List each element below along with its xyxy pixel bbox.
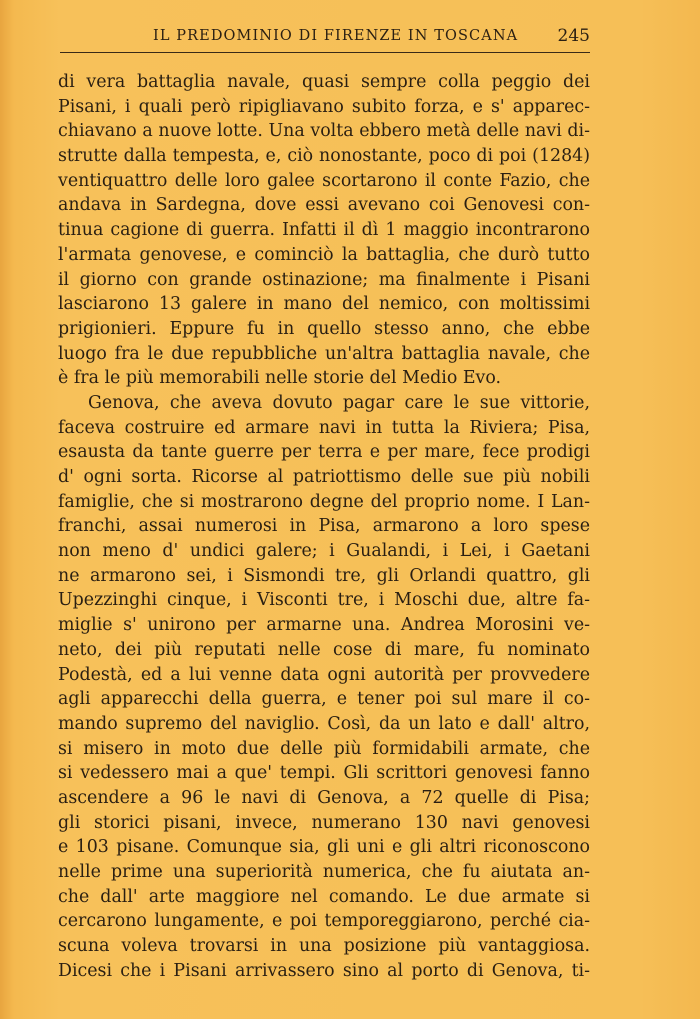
text-line: si misero in moto due delle più formidabili armate, che bbox=[58, 738, 590, 759]
text-line: ne armarono sei, i Sismondi tre, gli Orlandi quattro, gli bbox=[58, 565, 590, 586]
page-number: 245 bbox=[557, 26, 590, 46]
text-line: luogo fra le due repubbliche un'altra battaglia navale, che bbox=[58, 343, 590, 364]
text-line: Pisani, i quali però ripigliavano subito forza, e s' apparec- bbox=[58, 96, 590, 117]
text-line: non meno d' undici galere; i Gualandi, i Lei, i Gaetani bbox=[58, 541, 590, 562]
running-title: IL PREDOMINIO DI FIRENZE IN TOSCANA bbox=[153, 28, 519, 44]
text-line: d' ogni sorta. Ricorse al patriottismo delle sue più nobili bbox=[58, 467, 590, 487]
text-line: di vera battaglia navale, quasi sempre colla peggio dei bbox=[58, 72, 590, 92]
text-line: e 103 pisane. Comunque sia, gli uni e gli altri riconoscono bbox=[58, 837, 590, 858]
text-line: agli apparecchi della guerra, e tener poi sul mare il co- bbox=[58, 689, 590, 710]
text-line: strutte dalla tempesta, e, ciò nonostante, poco di poi (1284) bbox=[58, 146, 590, 167]
text-line: Upezzinghi cinque, i Visconti tre, i Moschi due, altre fa- bbox=[58, 590, 590, 611]
text-line: miglie s' unirono per armarne una. Andrea Morosini ve- bbox=[58, 615, 590, 636]
text-line: faceva costruire ed armare navi in tutta la Riviera; Pisa, bbox=[58, 417, 590, 438]
text-line: scuna voleva trovarsi in una posizione più vantaggiosa. bbox=[58, 936, 590, 957]
text-line: ascendere a 96 le navi di Genova, a 72 quelle di Pisa; bbox=[58, 787, 590, 808]
text-line: l'armata genovese, e cominciò la battaglia, che durò tutto bbox=[58, 244, 590, 265]
body-text bbox=[58, 70, 590, 983]
text-line: è fra le più memorabili nelle storie del Medio Evo. bbox=[58, 368, 502, 389]
text-line: lasciarono 13 galere in mano del nemico, con moltissimi bbox=[58, 294, 590, 315]
text-line: esausta da tante guerre per terra e per mare, fece prodigi bbox=[58, 442, 590, 463]
text-line: gli storici pisani, invece, numerano 130 navi genovesi bbox=[58, 812, 590, 833]
text-line: prigionieri. Eppure fu in quello stesso anno, che ebbe bbox=[58, 318, 590, 339]
text-line: franchi, assai numerosi in Pisa, armarono a loro spese bbox=[58, 516, 590, 537]
text-line: che dall' arte maggiore nel comando. Le due armate si bbox=[58, 886, 590, 907]
text-line: famiglie, che si mostrarono degne del proprio nome. I Lan- bbox=[58, 491, 590, 512]
text-line: Podestà, ed a lui venne data ogni autorità per provvedere bbox=[58, 664, 590, 685]
text-line: andava in Sardegna, dove essi avevano coi Genovesi con- bbox=[58, 195, 590, 216]
text-line: neto, dei più reputati nelle cose di mare, fu nominato bbox=[58, 639, 590, 660]
text-line: il giorno con grande ostinazione; ma finalmente i Pisani bbox=[58, 269, 590, 290]
text-line: Dicesi che i Pisani arrivassero sino al porto di Genova, ti- bbox=[58, 960, 590, 981]
text-line: cercarono lungamente, e poi temporeggiarono, perché cia- bbox=[58, 911, 590, 932]
text-line: si vedessero mai a que' tempi. Gli scrittori genovesi fanno bbox=[58, 763, 590, 784]
text-line: Genova, che aveva dovuto pagar care le sue vittorie, bbox=[88, 392, 590, 413]
page-header bbox=[60, 24, 590, 53]
text-line: nelle prime una superiorità numerica, che fu aiutata an- bbox=[58, 862, 590, 882]
text-line: chiavano a nuove lotte. Una volta ebbero metà delle navi di- bbox=[58, 121, 590, 142]
text-line: mando supremo del naviglio. Così, da un lato e dall' altro, bbox=[58, 713, 590, 734]
text-line: ventiquattro delle loro galee scortarono il conte Fazio, che bbox=[58, 170, 590, 191]
text-line: tinua cagione di guerra. Infatti il dì 1 maggio incontrarono bbox=[58, 220, 590, 241]
